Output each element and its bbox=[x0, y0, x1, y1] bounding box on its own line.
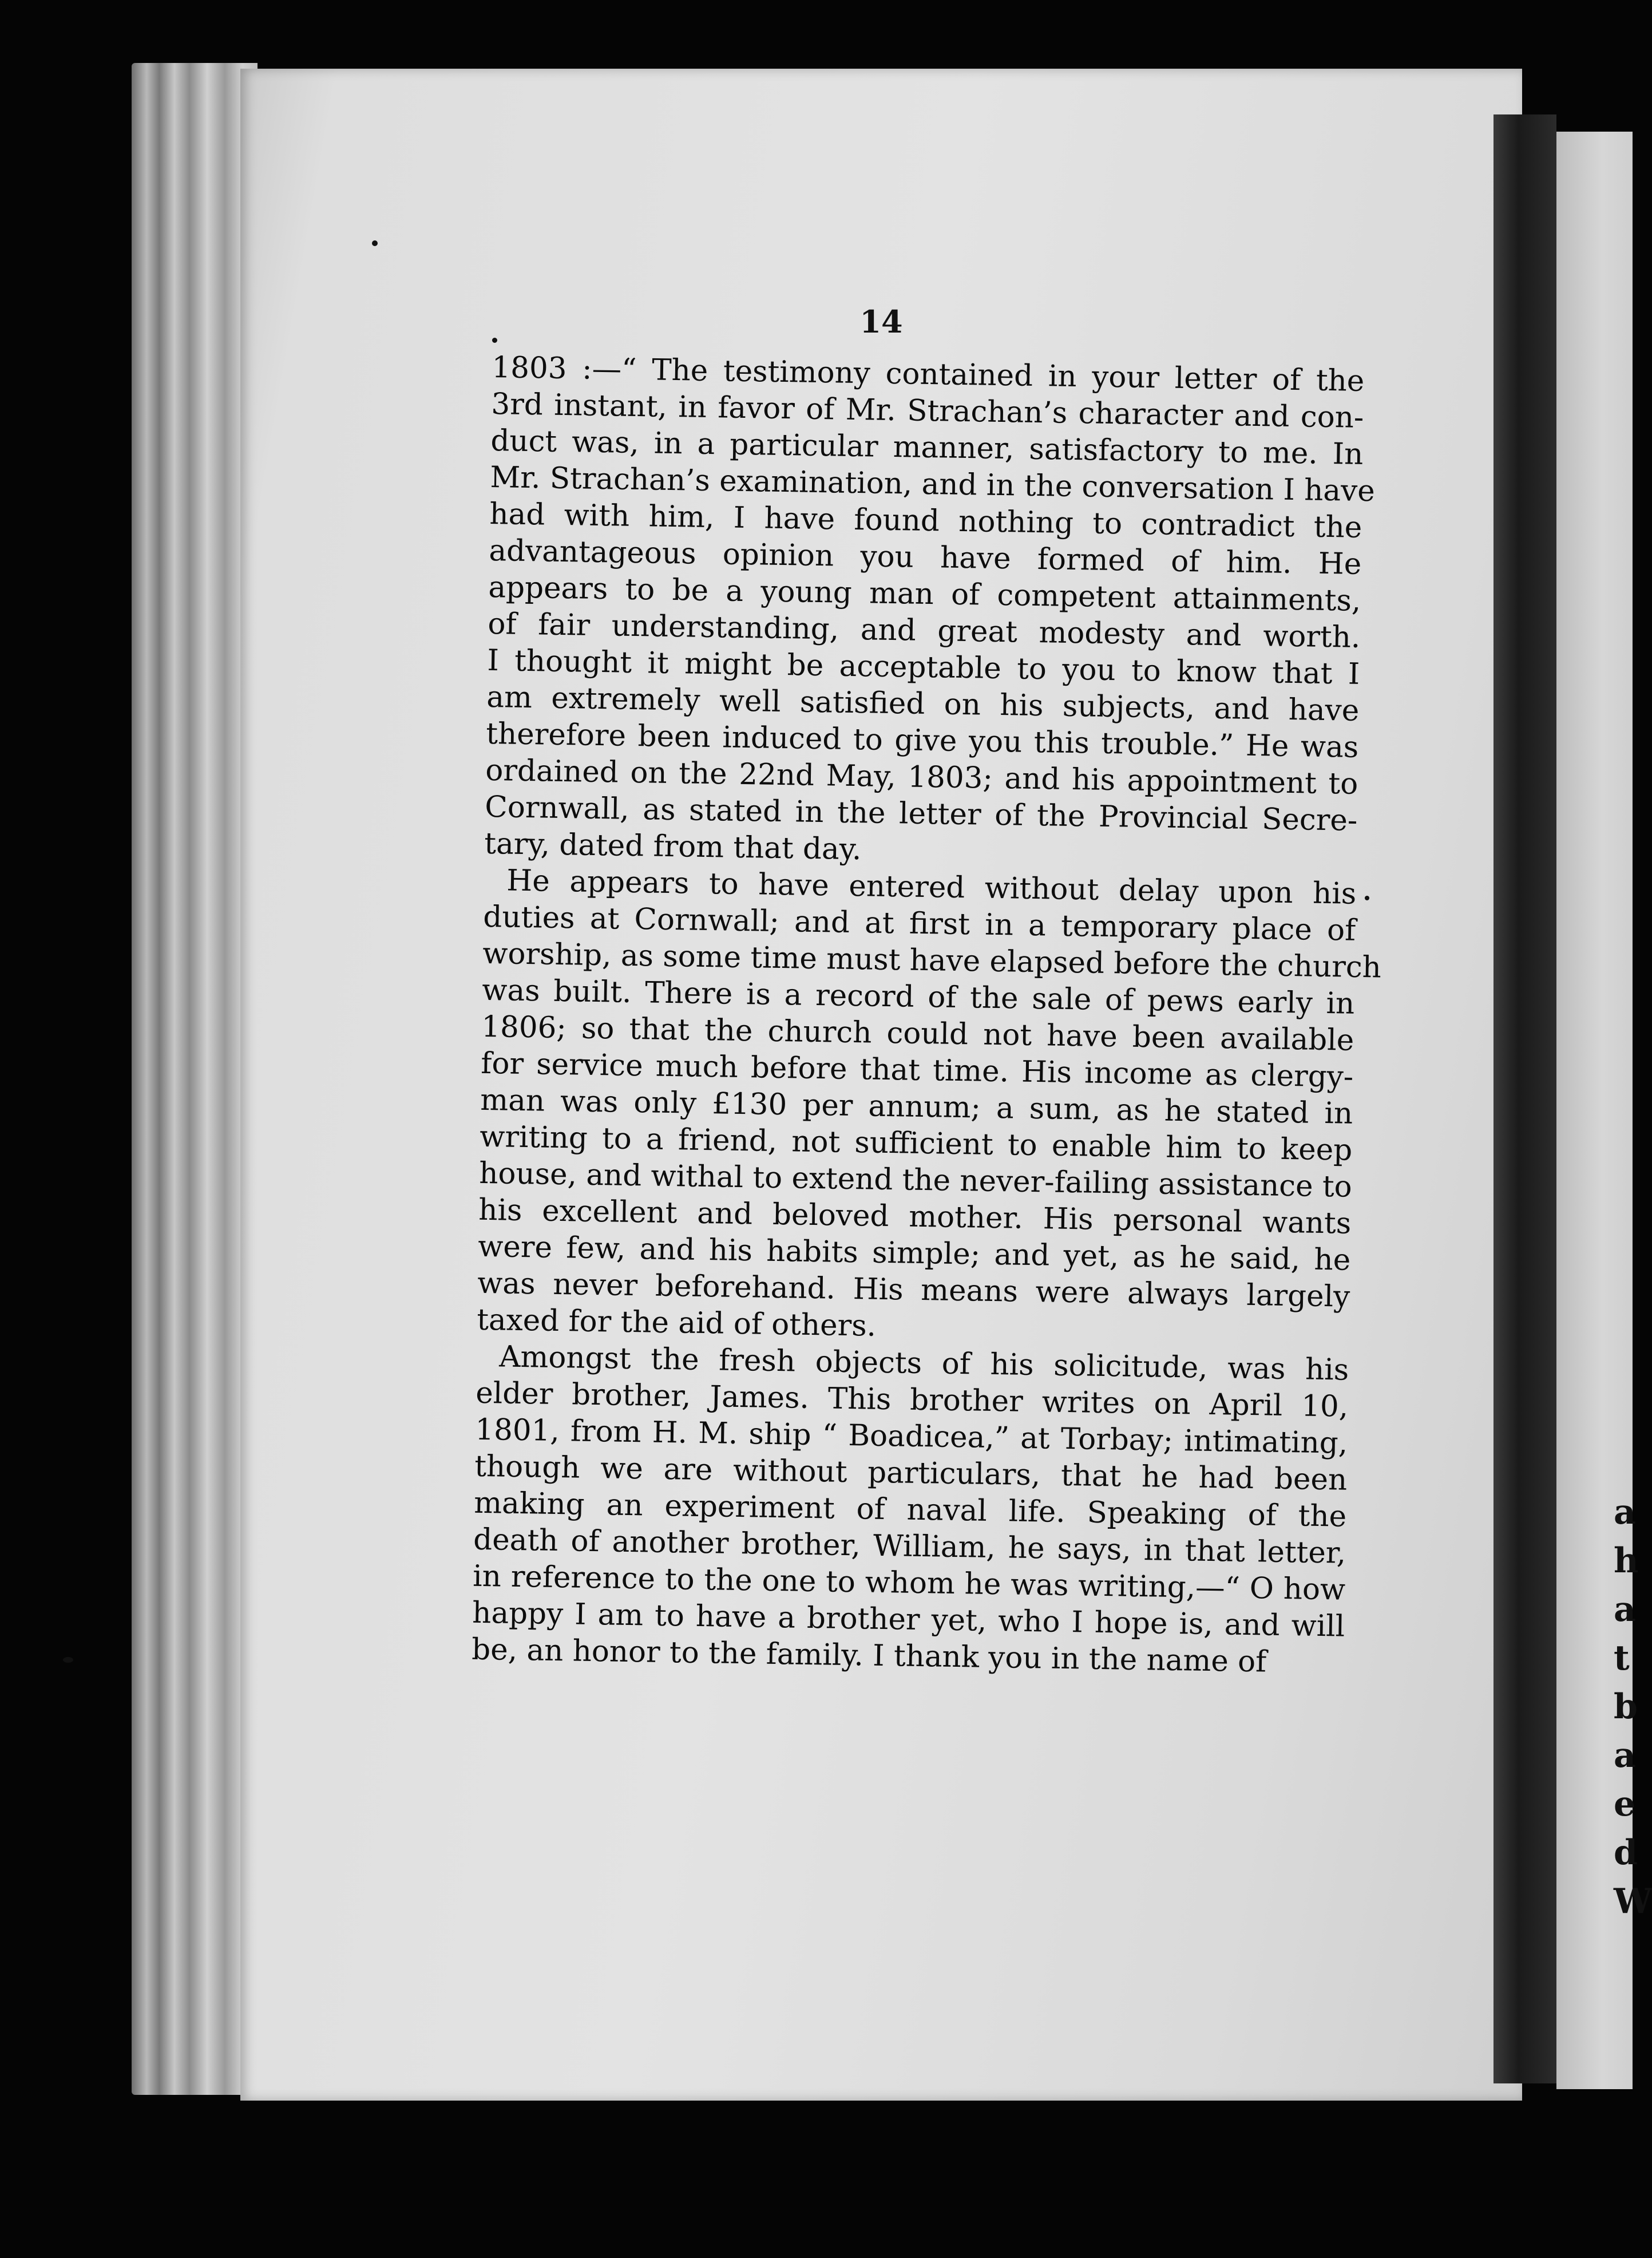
text-line: though we are without particulars, that he had been bbox=[474, 1449, 1348, 1497]
facing-page-letter: t bbox=[1614, 1638, 1630, 1678]
text-line: 1803 :—“ The testimony contained in your letter of the bbox=[492, 350, 1365, 398]
text-line: writing to a friend, not sufficient to enable him to keep bbox=[479, 1119, 1353, 1168]
facing-page-letter: d bbox=[1614, 1833, 1638, 1873]
text-line: am extremely well satisfied on his subjects, and have bbox=[486, 679, 1360, 728]
text-line: I thought it might be acceptable to you to know that I bbox=[486, 643, 1360, 691]
text-line: 3rd instant, in favor of Mr. Strachan’s character and con- bbox=[491, 386, 1364, 435]
text-line: were few, and his habits simple; and yet, as he said, he bbox=[477, 1229, 1351, 1278]
facing-page-letter: b bbox=[1614, 1687, 1638, 1727]
text-line: happy I am to have a brother yet, who I hope is, and will bbox=[472, 1595, 1345, 1644]
text-line: worship, as some time must have elapsed before the church bbox=[482, 936, 1382, 985]
text-line: 1801, from H. M. ship “ Boadicea,” at Torbay; intimating, bbox=[474, 1412, 1348, 1461]
text-line: taxed for the aid of others. bbox=[476, 1302, 877, 1343]
facing-page-letter: e bbox=[1614, 1784, 1636, 1824]
text-line: man was only £130 per annum; a sum, as he stated in bbox=[480, 1082, 1353, 1131]
scan-speck bbox=[492, 338, 497, 343]
text-line: house, and withal to extend the never-failing assistance to bbox=[478, 1156, 1353, 1204]
text-line: tary, dated from that day. bbox=[484, 826, 862, 867]
text-line: be, an honor to the family. I thank you in the name of bbox=[471, 1632, 1267, 1679]
facing-page-letter: a bbox=[1614, 1492, 1636, 1532]
text-line: was built. There is a record of the sale of pews early in bbox=[481, 972, 1355, 1021]
text-line: for service much before that time. His income as clergy- bbox=[480, 1046, 1354, 1094]
text-line: making an experiment of naval life. Speaking of the bbox=[473, 1485, 1347, 1534]
book-gutter bbox=[1493, 114, 1556, 2083]
text-line: therefore been induced to give you this trouble.” He was bbox=[485, 716, 1359, 765]
paragraph bbox=[472, 1338, 1349, 1682]
text-line: death of another brother, William, he says, in that letter, bbox=[473, 1522, 1346, 1571]
text-line: his excellent and beloved mother. His personal wants bbox=[478, 1192, 1352, 1241]
paragraph bbox=[484, 349, 1376, 876]
paragraph bbox=[476, 862, 1382, 1352]
text-line: He appears to have entered without delay upon his bbox=[506, 863, 1357, 911]
text-line: of fair understanding, and great modesty and worth. bbox=[487, 606, 1361, 655]
facing-page-letter: h bbox=[1614, 1541, 1639, 1581]
text-line: ordained on the 22nd May, 1803; and his appointment to bbox=[485, 753, 1358, 801]
text-line: appears to be a young man of competent attainments, bbox=[488, 570, 1361, 618]
text-line: had with him, I have found nothing to contradict the bbox=[489, 496, 1362, 545]
scan-speck bbox=[63, 1657, 73, 1663]
text-line: Mr. Strachan’s examination, and in the conversation I have bbox=[490, 460, 1376, 509]
facing-page-letter: a bbox=[1614, 1735, 1636, 1775]
text-line: 1806; so that the church could not have been available bbox=[481, 1009, 1354, 1058]
body-text bbox=[471, 349, 1382, 1682]
text-line: in reference to the one to whom he was writing,—“ O how bbox=[472, 1559, 1346, 1607]
scan-speck bbox=[372, 240, 378, 246]
facing-page-letter: W bbox=[1614, 1881, 1652, 1921]
text-line: duct was, in a particular manner, satisfactory to me. In bbox=[490, 423, 1364, 472]
text-line: Amongst the fresh objects of his solicitude, was his bbox=[498, 1339, 1349, 1387]
text-line: Cornwall, as stated in the letter of the Provincial Secre- bbox=[484, 789, 1358, 838]
page-number: 14 bbox=[859, 303, 903, 340]
facing-page-text-fragments bbox=[1614, 1488, 1652, 1926]
text-line: duties at Cornwall; and at first in a temporary place of bbox=[482, 899, 1356, 948]
scan-speck bbox=[1365, 896, 1369, 900]
text-line: elder brother, James. This brother writes on April 10, bbox=[475, 1375, 1349, 1424]
text-line: was never beforehand. His means were always largely bbox=[477, 1266, 1350, 1314]
book-page-edges bbox=[132, 63, 257, 2095]
facing-page-letter: a bbox=[1614, 1589, 1636, 1630]
text-line: advantageous opinion you have formed of him. He bbox=[488, 533, 1362, 582]
